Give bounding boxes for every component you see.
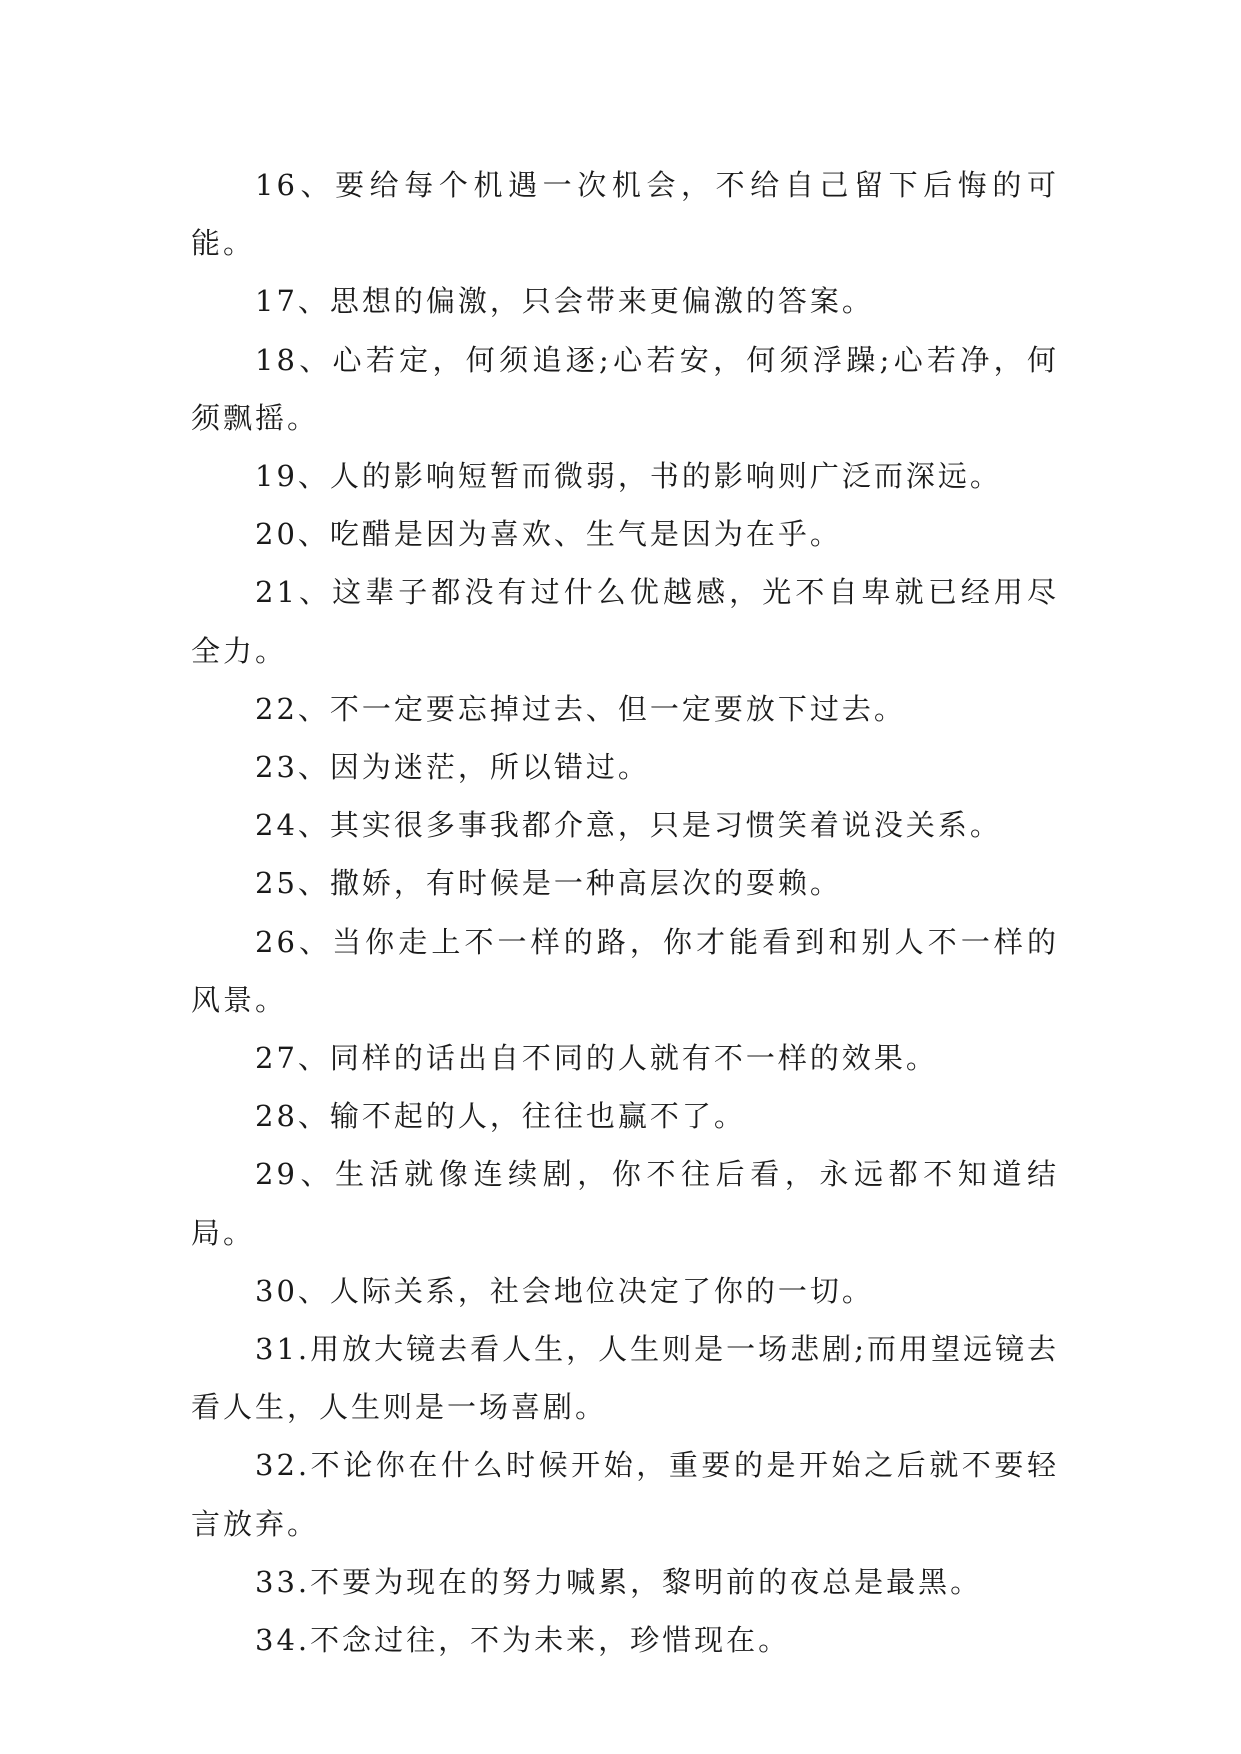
paragraph-34: 34.不念过往，不为未来，珍惜现在。 (255, 1623, 791, 1658)
paragraph-19: 19、人的影响短暂而微弱，书的影响则广泛而深远。 (255, 459, 1002, 494)
paragraph-31: 31.用放大镜去看人生，人生则是一场悲剧;而用望远镜去看人生，人生则是一场喜剧。 (191, 1332, 1059, 1425)
paragraph-27: 27、同样的话出自不同的人就有不一样的效果。 (255, 1041, 938, 1076)
paragraph-23: 23、因为迷茫，所以错过。 (255, 750, 650, 785)
paragraph-33: 33.不要为现在的努力喊累，黎明前的夜总是最黑。 (255, 1564, 983, 1599)
paragraph-18: 18、心若定，何须追逐;心若安，何须浮躁;心若净，何须飘摇。 (191, 342, 1059, 435)
paragraph-20: 20、吃醋是因为喜欢、生气是因为在乎。 (255, 517, 842, 552)
paragraph-24: 24、其实很多事我都介意，只是习惯笑着说没关系。 (255, 808, 1002, 843)
paragraph-32: 32.不论你在什么时候开始，重要的是开始之后就不要轻言放弃。 (191, 1448, 1059, 1541)
paragraph-25: 25、撒娇，有时候是一种高层次的耍赖。 (255, 866, 842, 901)
document-body (191, 156, 1059, 1669)
paragraph-30: 30、人际关系，社会地位决定了你的一切。 (255, 1273, 874, 1308)
paragraph-16: 16、要给每个机遇一次机会，不给自己留下后悔的可能。 (191, 168, 1059, 261)
paragraph-28: 28、输不起的人，往往也赢不了。 (255, 1099, 746, 1134)
paragraph-21: 21、这辈子都没有过什么优越感，光不自卑就已经用尽全力。 (191, 575, 1059, 668)
paragraph-29: 29、生活就像连续剧，你不往后看，永远都不知道结局。 (191, 1157, 1059, 1250)
paragraph-17: 17、思想的偏激，只会带来更偏激的答案。 (255, 284, 874, 319)
paragraph-26: 26、当你走上不一样的路，你才能看到和别人不一样的风景。 (191, 924, 1059, 1017)
paragraph-22: 22、不一定要忘掉过去、但一定要放下过去。 (255, 691, 906, 726)
